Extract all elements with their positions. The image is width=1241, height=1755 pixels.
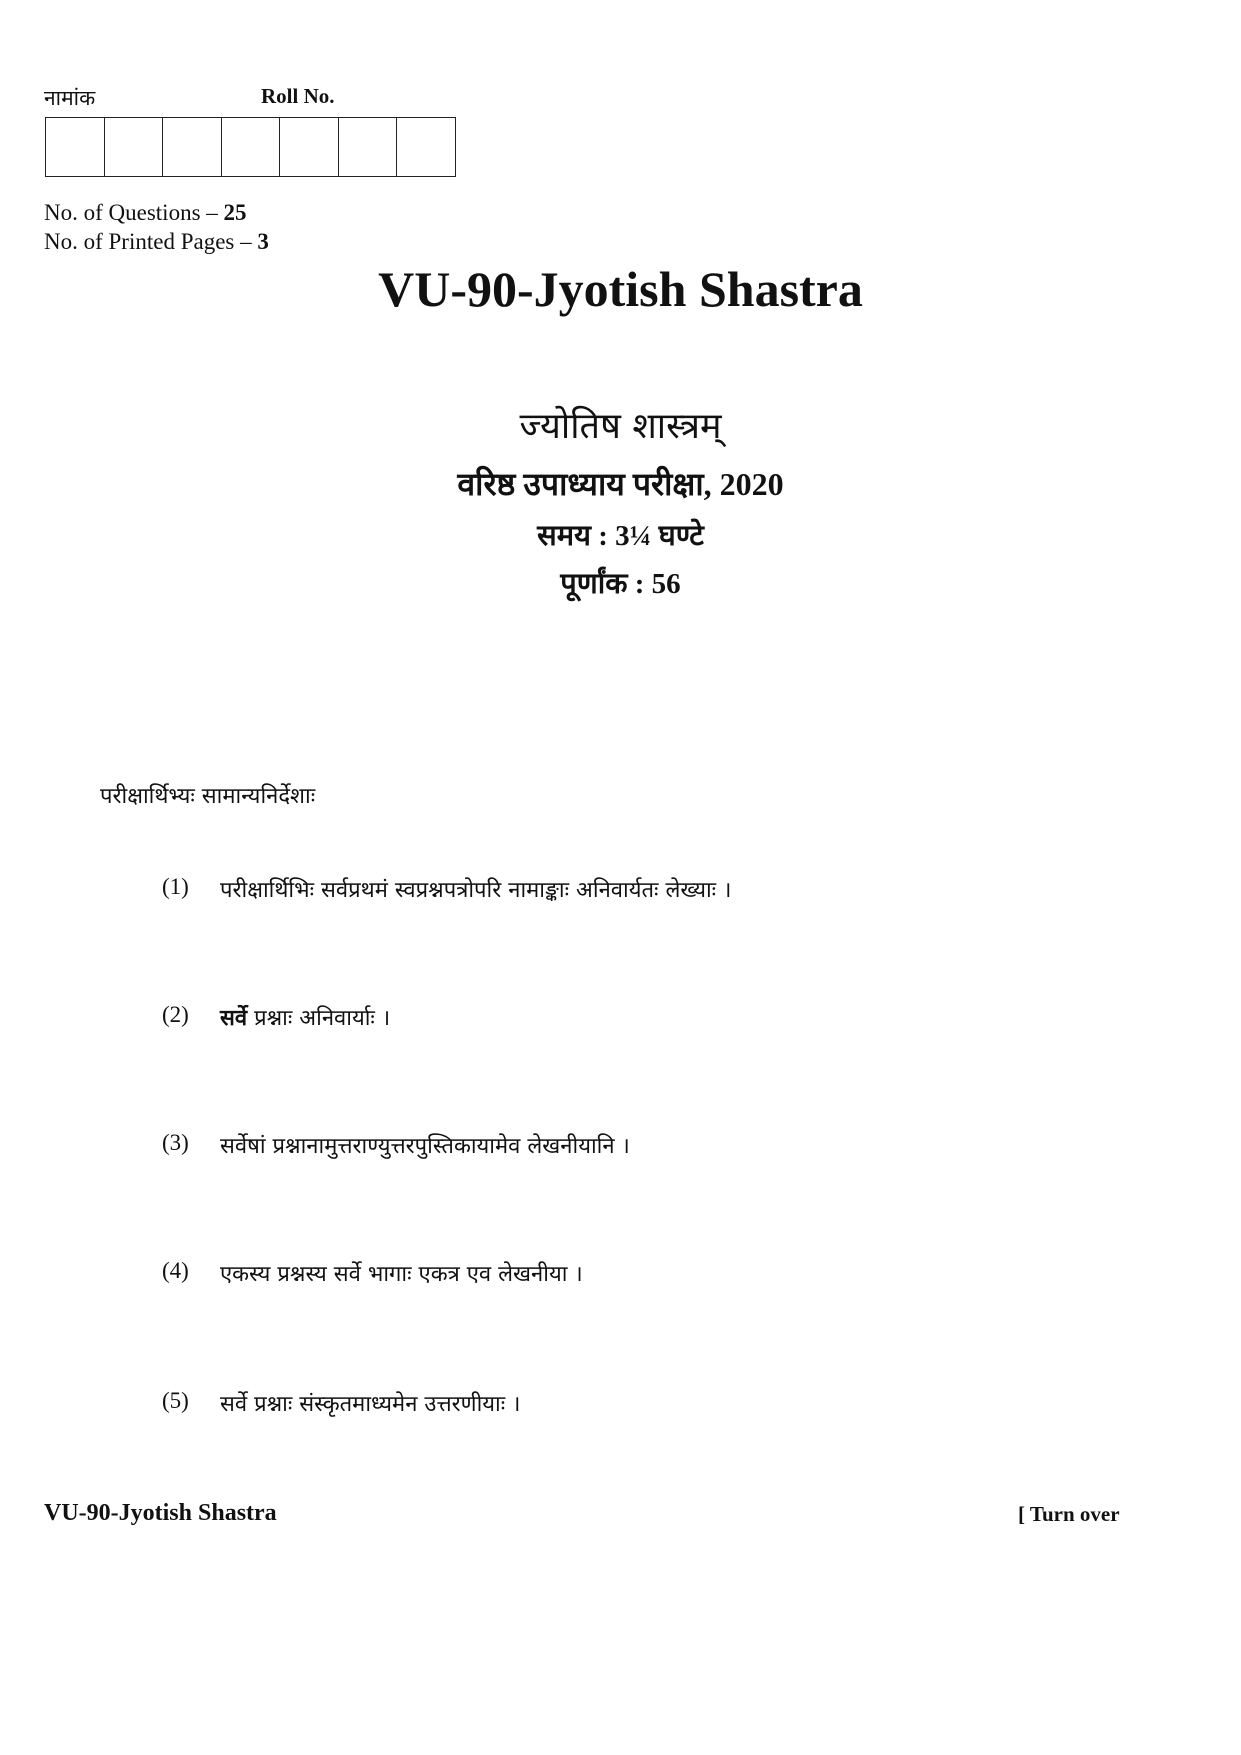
roll-digit-box[interactable] — [162, 117, 222, 177]
instruction-body: एकस्य प्रश्नस्य सर्वे भागाः एकत्र एव लेखनीया । — [220, 1262, 583, 1287]
roll-digit-box[interactable] — [338, 117, 398, 177]
instruction-item — [162, 1002, 390, 1032]
instruction-number: (4) — [162, 1258, 189, 1283]
roll-digit-box[interactable] — [45, 117, 105, 177]
instruction-body: सर्वे प्रश्नाः संस्कृतमाध्यमेन उत्तरणीयाः । — [220, 1392, 521, 1417]
instruction-text — [220, 1002, 390, 1032]
roll-digit-box[interactable] — [221, 117, 281, 177]
instructions-heading: परीक्षार्थिभ्यः सामान्यनिर्देशाः — [100, 784, 316, 809]
instruction-text — [220, 874, 731, 904]
roll-digit-box[interactable] — [279, 117, 339, 177]
num-pages-value: 3 — [257, 229, 269, 254]
num-questions — [44, 200, 247, 226]
roll-digit-box[interactable] — [396, 117, 456, 177]
instruction-item — [162, 874, 731, 904]
time-allowed: समय : 3¼ घण्टे — [537, 520, 704, 552]
roll-label-hindi: नामांक — [44, 86, 96, 110]
footer-paper-code: VU-90-Jyotish Shastra — [44, 1500, 277, 1526]
instruction-text — [220, 1130, 630, 1160]
num-questions-label: No. of Questions – — [44, 200, 218, 225]
roll-digit-box[interactable] — [104, 117, 164, 177]
instruction-item — [162, 1388, 521, 1418]
roll-label-english: Roll No. — [261, 84, 335, 108]
instruction-text — [220, 1388, 521, 1418]
num-questions-value: 25 — [223, 200, 247, 225]
instruction-item — [162, 1130, 630, 1160]
paper-title: VU-90-Jyotish Shastra — [378, 261, 863, 317]
instruction-number: (5) — [162, 1388, 189, 1413]
instruction-body: प्रश्नाः अनिवार्याः । — [247, 1006, 391, 1031]
max-marks: पूर्णांक : 56 — [560, 568, 681, 600]
num-pages-label: No. of Printed Pages – — [44, 229, 252, 254]
footer-turn-over: [ Turn over — [1018, 1502, 1120, 1526]
roll-number-boxes — [45, 117, 456, 177]
instruction-body: परीक्षार्थिभिः सर्वप्रथमं स्वप्रश्नपत्रोपरि नामाङ्काः अनिवार्यतः लेख्याः । — [220, 878, 732, 903]
instruction-body: सर्वेषां प्रश्नानामुत्तराण्युत्तरपुस्तिकायामेव लेखनीयानि । — [220, 1134, 630, 1159]
exam-name-hindi: वरिष्ठ उपाध्याय परीक्षा, 2020 — [457, 466, 784, 502]
instruction-number: (2) — [162, 1002, 189, 1027]
subject-title-hindi: ज्योतिष शास्त्रम् — [519, 406, 722, 447]
instruction-text — [220, 1258, 583, 1288]
num-pages — [44, 229, 269, 255]
instruction-number: (3) — [162, 1130, 189, 1155]
instruction-number: (1) — [162, 874, 189, 899]
instruction-bold: सर्वे — [220, 1006, 248, 1031]
instruction-item — [162, 1258, 583, 1288]
